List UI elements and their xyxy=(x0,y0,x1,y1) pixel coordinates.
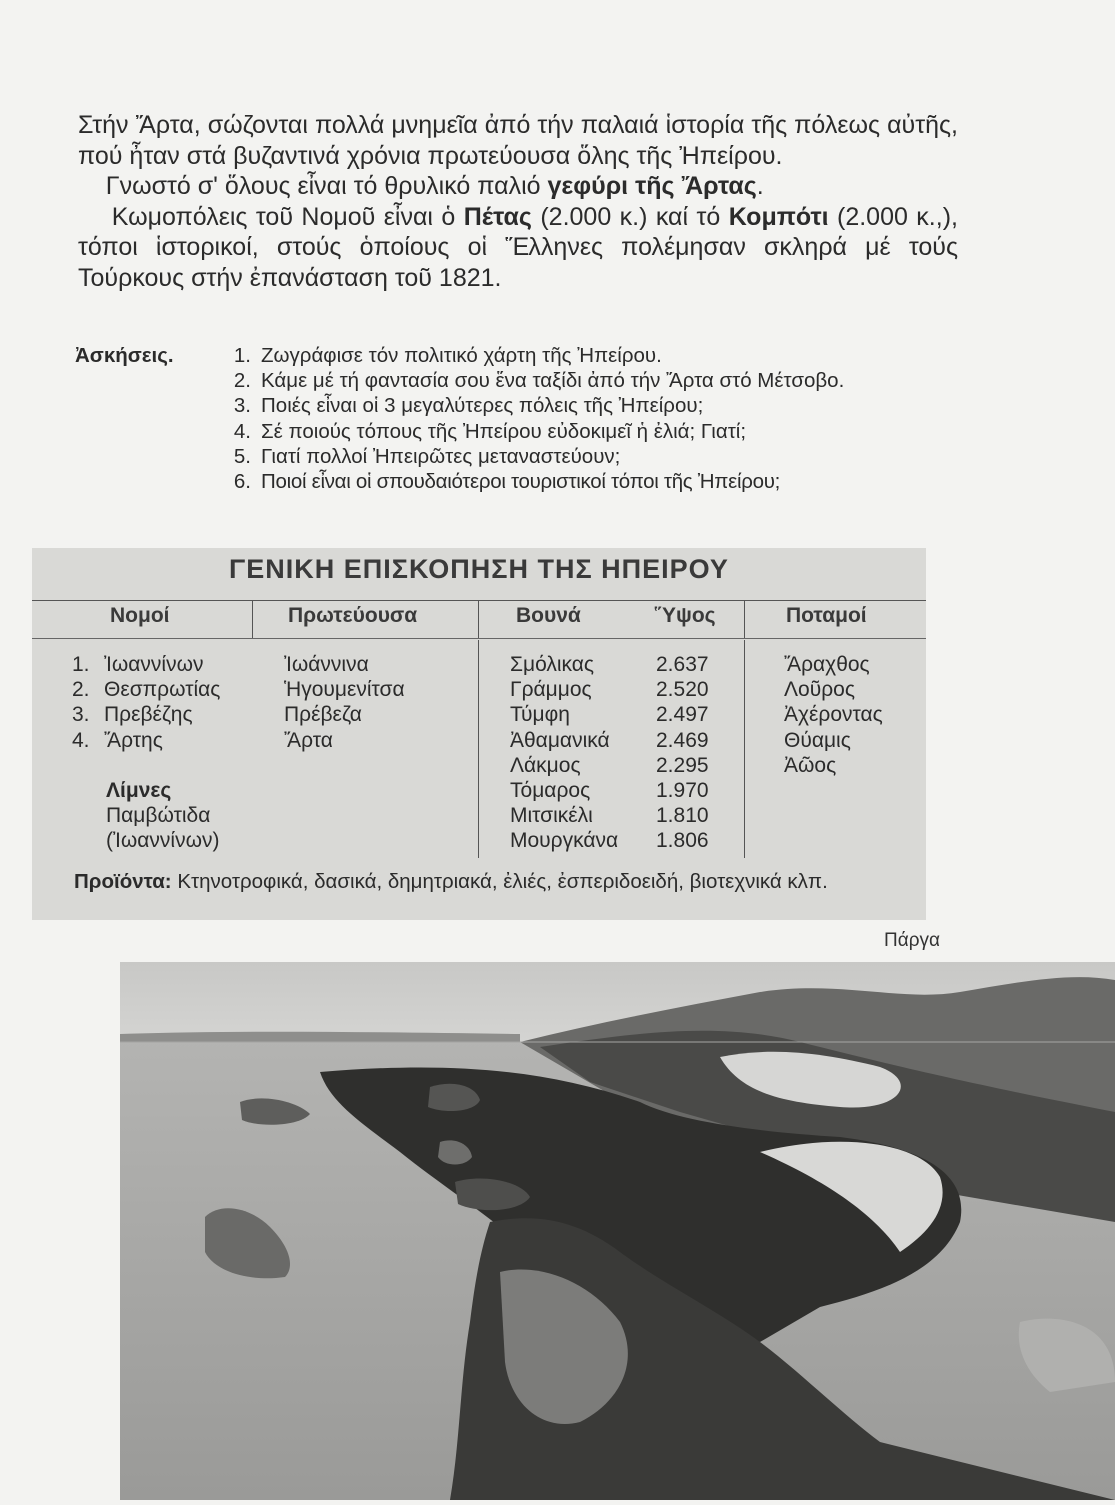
prefecture-number: 3. xyxy=(72,703,90,727)
divider xyxy=(744,601,745,638)
town-kompoti: Κομπότι xyxy=(728,202,829,231)
lake-name: Παμβώτιδα xyxy=(106,804,211,828)
river-name: Ἀῶος xyxy=(784,753,837,777)
mountains-column xyxy=(510,652,618,854)
exercise-item xyxy=(75,469,935,494)
exercise-text: Σέ ποιούς τόπους τῆς Ἠπείρου εὐδοκιμεῖ ἡ ἐλιά; Γιατί; xyxy=(261,419,747,443)
mountain-height: 2.637 xyxy=(656,653,709,676)
lakes xyxy=(106,778,219,854)
header-prefectures: Νομοί xyxy=(110,604,170,627)
river-name: Θύαμις xyxy=(784,728,851,752)
mountain-height: 2.520 xyxy=(656,678,709,702)
header-capital: Πρωτεύουσα xyxy=(288,604,418,627)
prefecture-row xyxy=(72,677,220,702)
photo-caption: Πάργα xyxy=(884,930,940,951)
mountain-height: 2.497 xyxy=(656,703,709,727)
prefecture-row xyxy=(72,728,220,753)
exercise-number: 3. xyxy=(233,394,251,418)
parga-photo xyxy=(120,962,1115,1500)
mountain-height: 2.295 xyxy=(656,753,709,777)
products-text: Κτηνοτροφικά, δασικά, δημητριακά, ἐλιές, ἐσπεριδοειδή, βιοτεχνικά κλπ. xyxy=(177,870,828,893)
divider xyxy=(478,640,479,858)
products xyxy=(74,870,916,894)
divider xyxy=(478,601,479,638)
prefecture-name: Ἄρτης xyxy=(104,728,163,752)
exercise-number: 1. xyxy=(233,344,251,367)
exercise-text: Ποιές εἶναι οἱ 3 μεγαλύτερες πόλεις τῆς Ἠπείρου; xyxy=(261,394,704,418)
exercise-text: Γιατί πολλοί Ἠπειρῶτες μεταναστεύουν; xyxy=(261,444,621,468)
mountain-name: Μουργκάνα xyxy=(510,829,619,853)
prefecture-row xyxy=(72,652,220,677)
spacer xyxy=(75,368,225,393)
capital-name: Ἰωάννινα xyxy=(284,653,369,676)
exercises xyxy=(75,343,935,494)
spacer xyxy=(75,393,225,418)
mountain-name: Τόμαρος xyxy=(510,779,591,803)
exercise-item xyxy=(75,444,935,469)
exercise-item xyxy=(75,393,935,418)
prefecture-number: 2. xyxy=(72,678,90,702)
exercise-item xyxy=(75,368,935,393)
divider xyxy=(744,640,745,858)
capitals-column xyxy=(284,652,405,753)
lakes-heading: Λίμνες xyxy=(106,779,172,802)
products-heading: Προϊόντα: xyxy=(74,870,172,893)
rivers-column xyxy=(784,652,883,778)
intro-paragraph-1: Στήν Ἄρτα, σώζονται πολλά μνημεῖα ἀπό τήν παλαιά ἱστορία τῆς πόλεως αὐτῆς, πού ἦταν στά βυζαντινά χρόνια πρωτεύουσα ὅλης τῆς Ἠπείρου. xyxy=(78,111,958,170)
divider xyxy=(32,638,926,639)
mountain-height: 1.806 xyxy=(656,829,709,853)
header-rivers: Ποταμοί xyxy=(786,604,867,627)
prefecture-name: Πρεβέζης xyxy=(104,703,193,727)
mountain-height: 2.469 xyxy=(656,728,709,752)
mountain-name: Λάκμος xyxy=(510,753,581,777)
river-name: Ἀχέροντας xyxy=(784,703,883,727)
mountain-name: Μιτσικέλι xyxy=(510,804,593,828)
river-name: Ἄραχθος xyxy=(784,653,870,676)
spacer xyxy=(75,419,225,444)
spacer xyxy=(75,444,225,469)
mountain-name: Ἀθαμανικά xyxy=(510,728,610,752)
exercise-number: 4. xyxy=(233,419,251,443)
prefecture-name: Ἰωαννίνων xyxy=(104,653,204,676)
lake-region: (Ἰωαννίνων) xyxy=(106,829,220,853)
prefecture-name: Θεσπρωτίας xyxy=(104,678,221,702)
prefecture-row xyxy=(72,702,220,727)
exercise-number: 5. xyxy=(233,444,251,468)
exercise-number: 2. xyxy=(233,369,251,393)
mountain-name: Σμόλικας xyxy=(510,653,595,676)
mountain-name: Γράμμος xyxy=(510,678,592,702)
river-name: Λοῦρος xyxy=(784,678,855,702)
exercise-text: Ζωγράφισε τόν πολιτικό χάρτη τῆς Ἠπείρου. xyxy=(261,344,662,367)
header-mountains: Βουνά xyxy=(516,604,581,627)
exercise-item xyxy=(75,343,935,368)
exercise-text: Κάμε μέ τή φαντασία σου ἕνα ταξίδι ἀπό τήν Ἄρτα στό Μέτσοβο. xyxy=(261,369,845,393)
intro-paragraph-3: Κωμοπόλεις τοῦ Νομοῦ εἶναι ὁ Πέτας (2.000 κ.) καί τό Κομπότι (2.000 κ.,), τόποι ἱστορικοί, στούς ὁποίους οἱ Ἕλληνες πολέμησαν σκληρά μέ τούς Τούρκους στήν ἐπανάσταση τοῦ 1821. xyxy=(78,202,958,292)
capital-name: Πρέβεζα xyxy=(284,703,362,727)
exercise-text: Ποιοί εἶναι οἱ σπουδαιότεροι τουριστικοί τόποι τῆς Ἠπείρου; xyxy=(261,470,780,494)
exercise-number: 6. xyxy=(233,470,251,494)
prefectures-column xyxy=(72,652,220,753)
divider xyxy=(32,600,926,601)
intro-paragraph-2: Γνωστό σ' ὅλους εἶναι τό θρυλικό παλιό γεφύρι τῆς Ἄρτας. xyxy=(105,172,764,200)
heights-column xyxy=(656,652,709,854)
exercise-item xyxy=(75,419,935,444)
spacer xyxy=(75,469,225,494)
capital-name: Ἄρτα xyxy=(284,728,333,752)
divider xyxy=(252,601,253,638)
bridge-of-arta: γεφύρι τῆς Ἄρτας xyxy=(547,172,757,200)
capital-name: Ἡγουμενίτσα xyxy=(284,678,405,702)
mountain-height: 1.810 xyxy=(656,804,709,828)
overview-table xyxy=(32,548,926,920)
mountain-name: Τύμφη xyxy=(510,703,570,727)
town-petas: Πέτας xyxy=(463,202,532,231)
overview-title: ΓΕΝΙΚΗ ΕΠΙΣΚΟΠΗΣΗ ΤΗΣ ΗΠΕΙΡΟΥ xyxy=(229,554,729,584)
prefecture-number: 1. xyxy=(72,653,90,676)
mountain-height: 1.970 xyxy=(656,779,709,803)
exercises-heading: Ἀσκήσεις. xyxy=(75,344,174,367)
intro-text xyxy=(78,110,958,293)
header-height: Ὕψος xyxy=(654,604,716,627)
prefecture-number: 4. xyxy=(72,728,90,752)
